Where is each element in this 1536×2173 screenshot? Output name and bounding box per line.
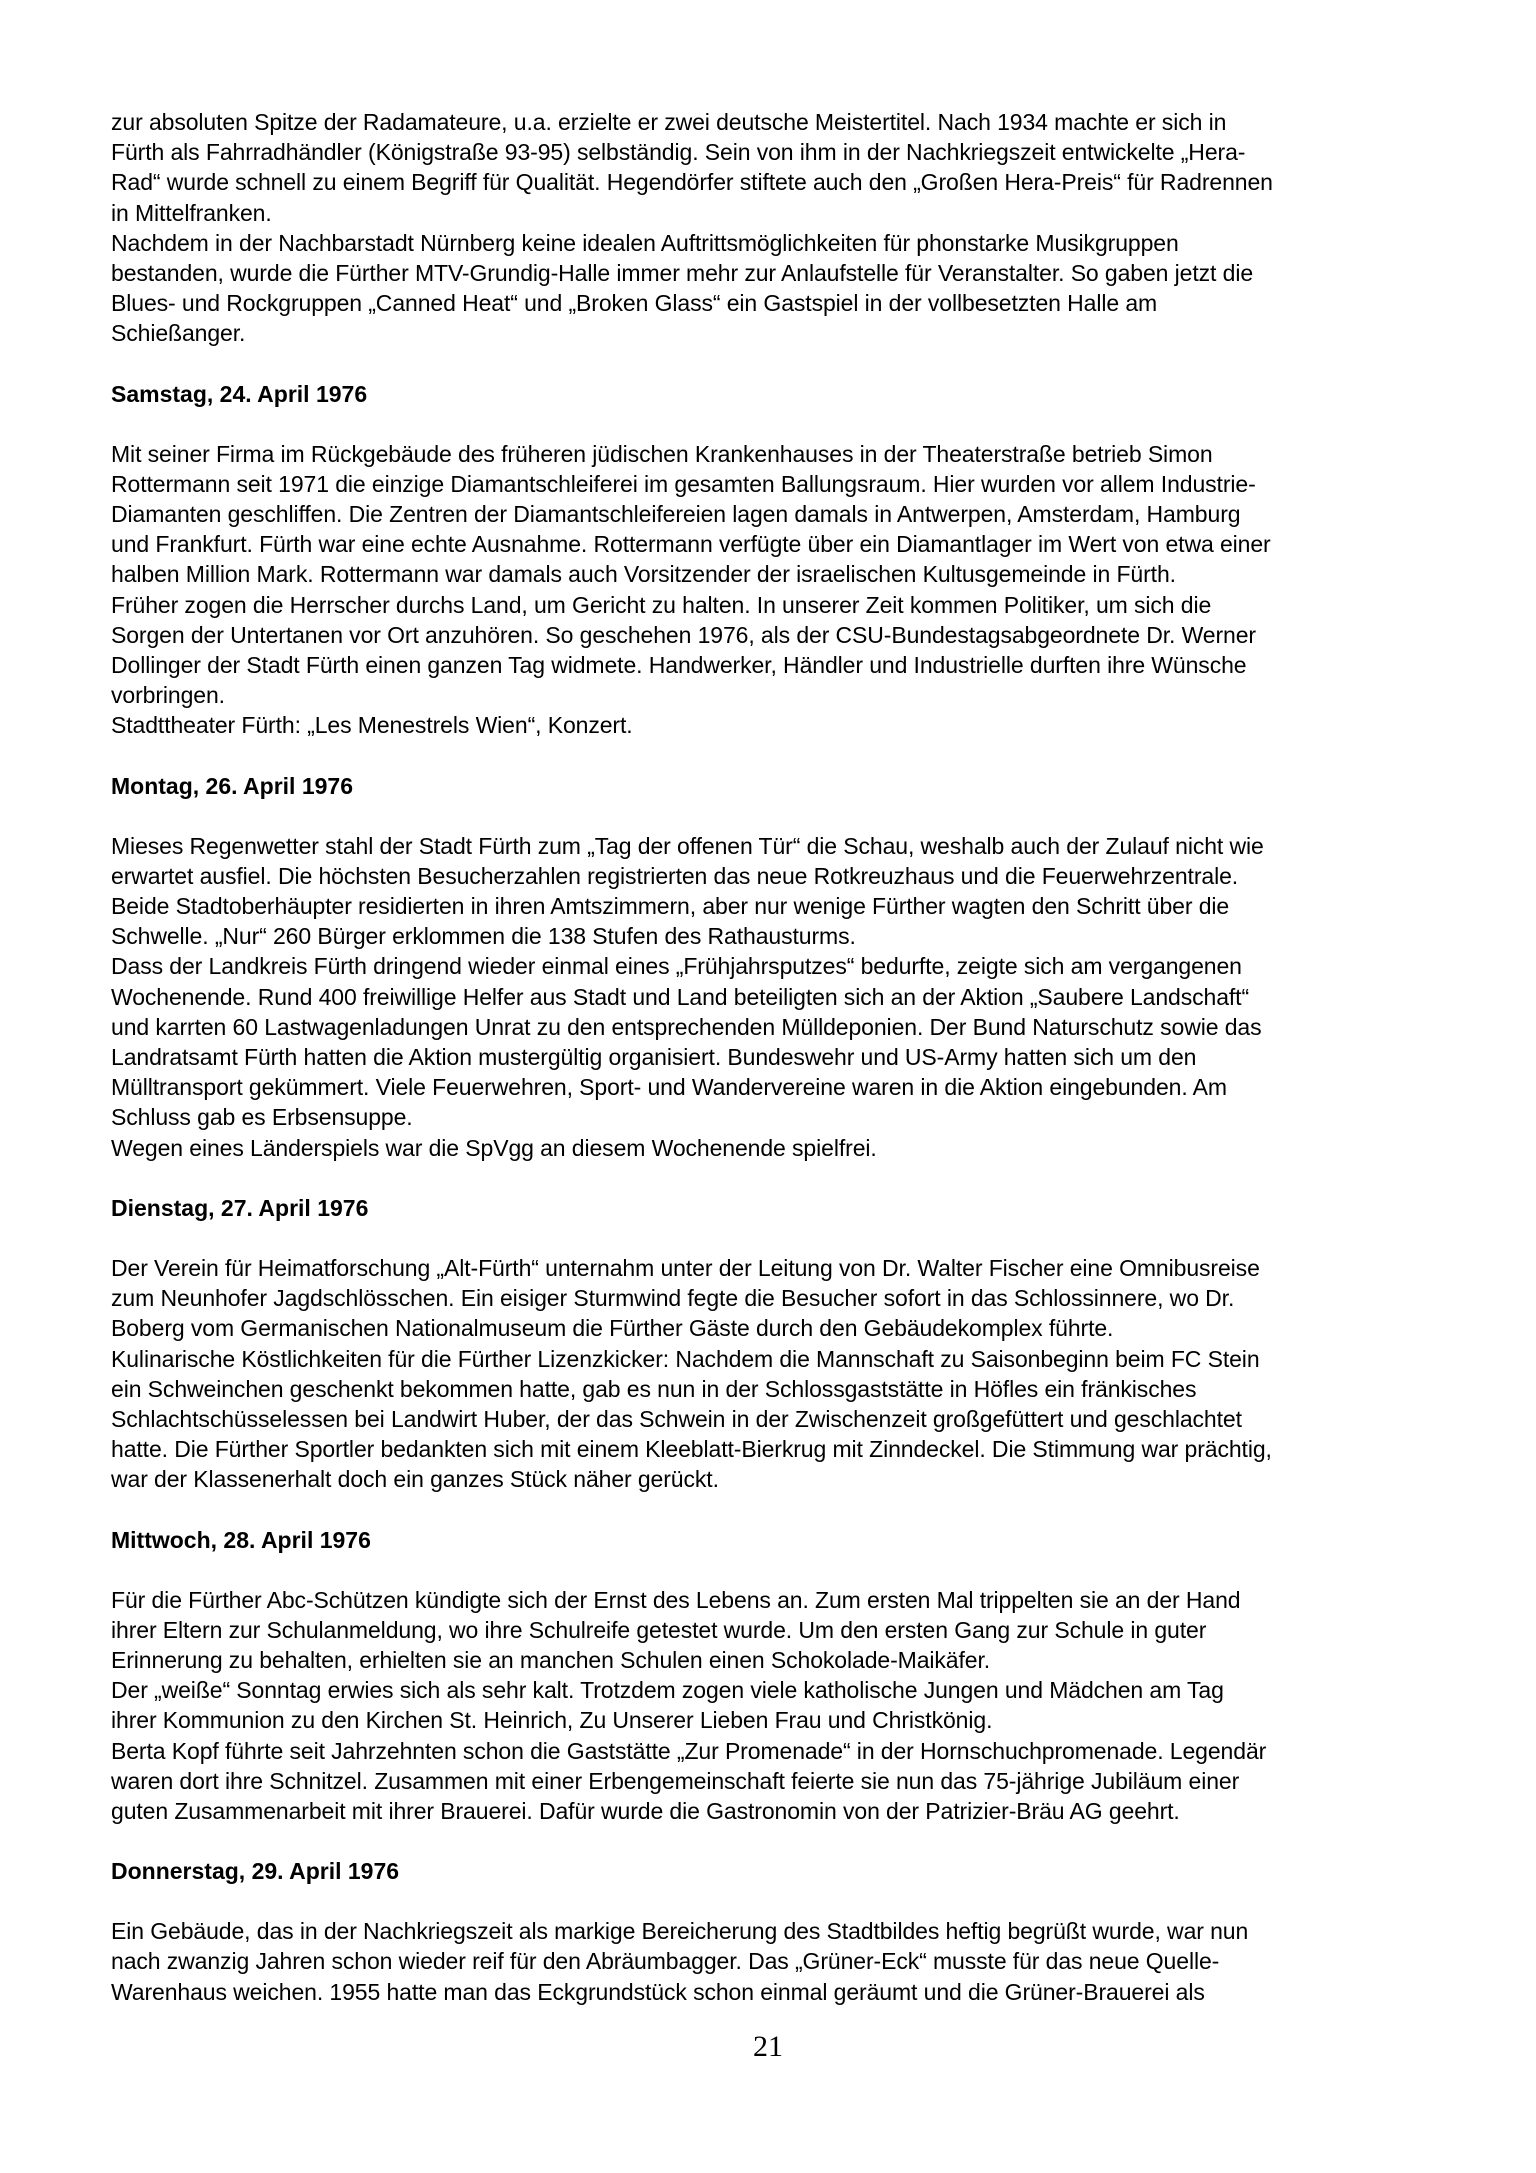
section-heading: Donnerstag, 29. April 1976 <box>111 1858 400 1885</box>
paragraph: Berta Kopf führte seit Jahrzehnten schon die Gaststätte „Zur Promenade“ in der Hornschuchpromenade. Legendär waren dort ihre Schnitzel. Zusammen mit einer Erbengemeinschaft feierte sie nun das 75-jährige Jubiläum einer guten Zusammenarbeit mit ihrer Brauerei. Dafür wurde die Gastronomin von der Patrizier-Bräu AG geehrt. <box>111 1737 1267 1824</box>
section-heading: Dienstag, 27. April 1976 <box>111 1194 369 1221</box>
paragraph: Ein Gebäude, das in der Nachkriegszeit als markige Bereicherung des Stadtbildes heftig begrüßt wurde, war nun nach zwanzig Jahren schon wieder reif für den Abräumbagger. Das „Grüner-Eck“ musste für das neue Quelle- Warenhaus weichen. 1955 hatte man das Eckgrundstück schon einmal geräumt und die Grüner-Brauerei als <box>111 1918 1249 2005</box>
paragraph: Wegen eines Länderspiels war die SpVgg an diesem Wochenende spielfrei. <box>111 1134 877 1161</box>
section-heading: Mittwoch, 28. April 1976 <box>111 1526 371 1553</box>
spacer <box>111 409 1431 439</box>
page-number: 21 <box>753 2030 783 2063</box>
spacer <box>111 801 1431 831</box>
section-heading: Montag, 26. April 1976 <box>111 772 353 799</box>
paragraph: Kulinarische Köstlichkeiten für die Fürther Lizenzkicker: Nachdem die Mannschaft zu Saisonbeginn beim FC Stein ein Schweinchen geschenkt bekommen hatte, gab es nun in der Schlossgaststätte in Höfles ein fränkisches Schlachtschüsselessen bei Landwirt Huber, der das Schwein in der Zwischenzeit großgefüttert und geschlachtet hatte. Die Fürther Sportler bedankten sich mit einem Kleeblatt-Bierkrug mit Zinndeckel. Die Stimmung war prächtig, war der Klassenerhalt doch ein ganzes Stück näher gerückt. <box>111 1345 1272 1493</box>
spacer <box>111 349 1431 379</box>
spacer <box>111 1223 1431 1253</box>
paragraph: Nachdem in der Nachbarstadt Nürnberg keine idealen Auftrittsmöglichkeiten für phonstarke Musikgruppen bestanden, wurde die Fürther MTV-Grundig-Halle immer mehr zur Anlaufstelle für Veranstalter. So gaben jetzt die Blues- und Rockgruppen „Canned Heat“ und „Broken Glass“ ein Gastspiel in der vollbesetzten Halle am Schießanger. <box>111 229 1254 347</box>
spacer <box>111 1555 1431 1585</box>
paragraph: Für die Fürther Abc-Schützen kündigte sich der Ernst des Lebens an. Zum ersten Mal trippelten sie an der Hand ihrer Eltern zur Schulanmeldung, wo ihre Schulreife getestet wurde. Um den ersten Gang zur Schule in guter Erinnerung zu behalten, erhielten sie an manchen Schulen einen Schokolade-Maikäfer. <box>111 1586 1241 1673</box>
spacer <box>111 1886 1431 1916</box>
spacer <box>111 1826 1431 1856</box>
paragraph: Der „weiße“ Sonntag erwies sich als sehr kalt. Trotzdem zogen viele katholische Jungen und Mädchen am Tag ihrer Kommunion zu den Kirchen St. Heinrich, Zu Unserer Lieben Frau und Christkönig. <box>111 1677 1224 1734</box>
paragraph: Dass der Landkreis Fürth dringend wieder einmal eines „Frühjahrsputzes“ bedurfte, zeigte sich am vergangenen Wochenende. Rund 400 freiwillige Helfer aus Stadt und Land beteiligten sich an der Aktion „Saubere Landschaft“ und karrten 60 Lastwagenladungen Unrat zu den entsprechenden Mülldeponien. Der Bund Naturschutz sowie das Landratsamt Fürth hatten die Aktion mustergültig organisiert. Bundeswehr und US-Army hatten sich um den Mülltransport gekümmert. Viele Feuerwehren, Sport- und Wandervereine waren in die Aktion eingebunden. Am Schluss gab es Erbsensuppe. <box>111 953 1262 1131</box>
spacer <box>111 1163 1431 1193</box>
paragraph: Mit seiner Firma im Rückgebäude des früheren jüdischen Krankenhauses in der Theaterstraße betrieb Simon Rottermann seit 1971 die einzige Diamantschleiferei im gesamten Ballungsraum. Hier wurden vor allem Industrie- Diamanten geschliffen. Die Zentren der Diamantschleifereien lagen damals in Antwerpen, Amsterdam, Hamburg und Frankfurt. Fürth war eine echte Ausnahme. Rottermann verfügte über ein Diamantlager im Wert von etwa einer halben Million Mark. Rottermann war damals auch Vorsitzender der israelischen Kultusgemeinde in Fürth. <box>111 440 1271 588</box>
section-heading: Samstag, 24. April 1976 <box>111 380 368 407</box>
paragraph: zur absoluten Spitze der Radamateure, u.a. erzielte er zwei deutsche Meistertitel. Nach 1934 machte er sich in Fürth als Fahrradhändler (Königstraße 93-95) selbständig. Sein von ihm in der Nachkriegszeit entwickelte „Hera- Rad“ wurde schnell zu einem Begriff für Qualität. Hegendörfer stiftete auch den „Großen Hera-Preis“ für Radrennen in Mittelfranken. <box>111 109 1273 226</box>
paragraph: Der Verein für Heimatforschung „Alt-Fürth“ unternahm unter der Leitung von Dr. Walter Fischer eine Omnibusreise zum Neunhofer Jagdschlösschen. Ein eisiger Sturmwind fegte die Besucher sofort in das Schlossinnere, wo Dr. Boberg vom Germanischen Nationalmuseum die Fürther Gäste durch den Gebäudekomplex führte. <box>111 1254 1260 1342</box>
spacer <box>111 741 1431 771</box>
paragraph: Früher zogen die Herrscher durchs Land, um Gericht zu halten. In unserer Zeit kommen Politiker, um sich die Sorgen der Untertanen vor Ort anzuhören. So geschehen 1976, als der CSU-Bundestagsabgeordnete Dr. Werner Dollinger der Stadt Fürth einen ganzen Tag widmete. Handwerker, Händler und Industrielle durften ihre Wünsche vorbringen. <box>111 591 1256 709</box>
paragraph: Stadttheater Fürth: „Les Menestrels Wien“, Konzert. <box>111 712 633 739</box>
paragraph: Mieses Regenwetter stahl der Stadt Fürth zum „Tag der offenen Tür“ die Schau, weshalb auch der Zulauf nicht wie erwartet ausfiel. Die höchsten Besucherzahlen registrierten das neue Rotkreuzhaus und die Feuerwehrzentrale. Beide Stadtoberhäupter residierten in ihren Amtszimmern, aber nur wenige Fürther wagten den Schritt über die Schwelle. „Nur“ 260 Bürger erklommen die 138 Stufen des Rathausturms. <box>111 832 1264 950</box>
spacer <box>111 1495 1431 1525</box>
page-content <box>111 107 1431 2007</box>
